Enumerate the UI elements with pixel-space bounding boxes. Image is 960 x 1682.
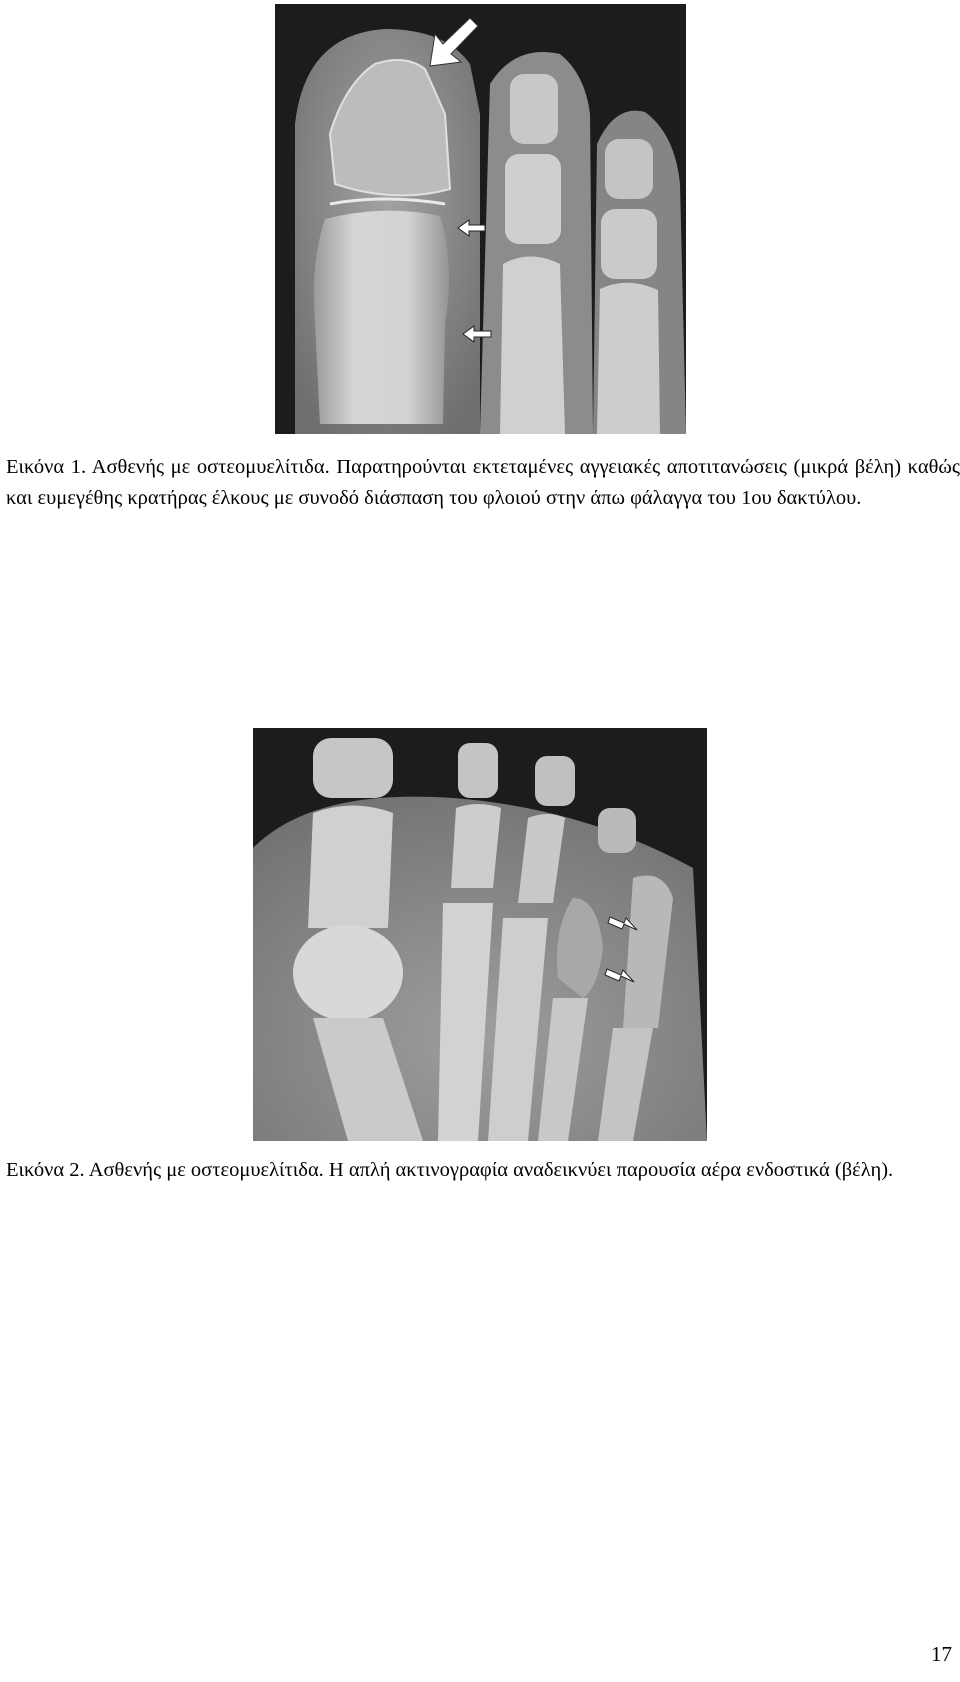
third-toe-proximal-bone bbox=[597, 283, 660, 434]
second-toe-proximal-bone bbox=[500, 257, 565, 435]
toe-2-distal-bone bbox=[458, 743, 498, 798]
third-toe-distal-bone bbox=[605, 139, 653, 199]
metatarsal-head-1 bbox=[293, 925, 403, 1021]
figure-1-label: Εικόνα 1. bbox=[6, 456, 87, 478]
toe-4-distal-bone bbox=[598, 808, 636, 853]
toe-1-proximal-bone bbox=[308, 806, 393, 929]
xray-image-2 bbox=[253, 728, 707, 1141]
xray-figure-1 bbox=[275, 4, 686, 434]
toe-1-distal-bone bbox=[313, 738, 393, 798]
xray-figure-2 bbox=[253, 728, 707, 1141]
proximal-phalanx-bone bbox=[314, 211, 449, 424]
figure-2-label: Εικόνα 2. bbox=[6, 1159, 85, 1181]
third-toe-middle-bone bbox=[601, 209, 657, 279]
figure-1-text: Ασθενής με οστεομυελίτιδα. Παρατηρούνται εκτεταμένες αγγειακές αποτιτανώσεις (μικρά βέλη) καθώς και ευμεγέθης κρατήρας έλκους με συνοδό διάσπαση του φλοιού στην άπω φάλαγγα του 1ου δακτύλου. bbox=[6, 456, 960, 509]
figure-2-text: Ασθενής με οστεομυελίτιδα. Η απλή ακτινογραφία αναδεικνύει παρουσία αέρα ενδοστικά (βέλη). bbox=[88, 1159, 894, 1181]
figure-1-caption bbox=[6, 452, 960, 514]
toe-3-distal-bone bbox=[535, 756, 575, 806]
xray-image-1 bbox=[275, 4, 686, 434]
second-toe-middle-bone bbox=[505, 154, 561, 244]
page-number: 17 bbox=[931, 1642, 952, 1666]
toe-2-proximal-bone bbox=[451, 804, 501, 888]
figure-2-caption bbox=[6, 1155, 960, 1186]
second-toe-distal-bone bbox=[510, 74, 558, 144]
